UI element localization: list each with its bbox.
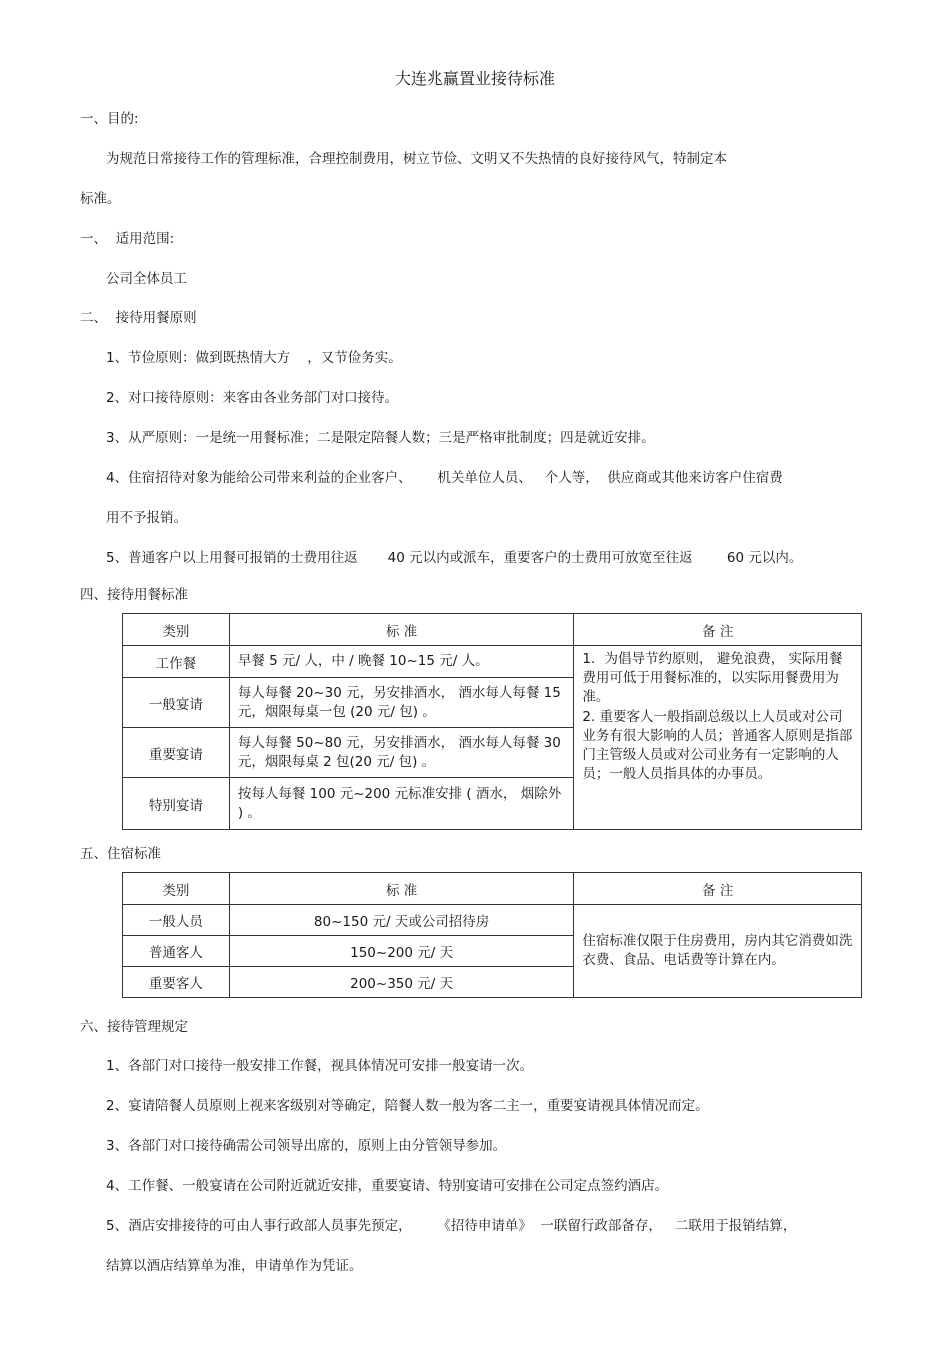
rule-item-continued: 结算以酒店结算单为准，申请单作为凭证。: [106, 1258, 363, 1274]
section-management-rules-heading: 六、接待管理规定: [80, 1019, 188, 1035]
scope-text: 公司全体员工: [106, 271, 187, 287]
lodging-standards-table: [122, 872, 862, 998]
category-cell: 工作餐: [123, 646, 230, 678]
rule-item: 1、各部门对口接待一般安排工作餐，视具体情况可安排一般宴请一次。: [106, 1058, 534, 1074]
remark-paragraph: 1．为倡导节约原则， 避免浪费， 实际用餐费用可低于用餐标准的，以实际用餐费用为准。: [582, 651, 843, 705]
table-row: [123, 646, 862, 678]
column-header-standard: 标 准: [229, 873, 574, 905]
standard-cell: 早餐 5 元/ 人，中 / 晚餐 10~15 元/ 人。: [229, 646, 574, 678]
category-cell: 普通客人: [123, 936, 230, 967]
column-header-category: 类别: [123, 873, 230, 905]
dining-standards-table: [122, 613, 862, 830]
rule-item: 4、工作餐、一般宴请在公司附近就近安排，重要宴请、特别宴请可安排在公司定点签约酒店。: [106, 1178, 669, 1194]
category-cell: 重要宴请: [123, 728, 230, 778]
rule-item: 2、宴请陪餐人员原则上视来客级别对等确定，陪餐人数一般为客二主一，重要宴请视具体情况而定。: [106, 1098, 709, 1114]
remarks-cell: [574, 646, 862, 830]
standard-cell: 80~150 元/ 天或公司招待房: [229, 905, 574, 936]
standard-cell: 按每人每餐 100 元~200 元标准安排 ( 酒水， 烟除外 ) 。: [229, 778, 574, 830]
section-dining-principles-heading: 二、 接待用餐原则: [80, 310, 197, 326]
standard-cell: 200~350 元/ 天: [229, 967, 574, 998]
category-cell: 一般人员: [123, 905, 230, 936]
remark-paragraph: 2. 重要客人一般指副总级以上人员或对公司业务有很大影响的人员；普通客人原则是指部门主管级人员或对公司业务有一定影响的人员；一般人员指具体的办事员。: [582, 709, 853, 782]
rule-item: 5、酒店安排接待的可由人事行政部人员事先预定， 《招待申请单》 一联留行政部备存， 二联用于报销结算，: [106, 1218, 797, 1234]
principle-item: 4、住宿招待对象为能给公司带来利益的企业客户、 机关单位人员、 个人等， 供应商或其他来访客户住宿费: [106, 470, 783, 486]
category-cell: 特别宴请: [123, 778, 230, 830]
purpose-text-line-1: 为规范日常接待工作的管理标准，合理控制费用，树立节俭、文明又不失热情的良好接待风气，特制定本: [106, 151, 727, 167]
document-title: 大连兆赢置业接待标准: [394, 69, 555, 88]
principle-item: 3、从严原则：一是统一用餐标准；二是限定陪餐人数；三是严格审批制度；四是就近安排。: [106, 430, 655, 446]
column-header-remarks: 备 注: [574, 614, 862, 646]
table-row: [123, 905, 862, 936]
principle-item-continued: 用不予报销。: [106, 510, 187, 526]
standard-cell: 每人每餐 50~80 元，另安排酒水， 酒水每人每餐 30 元，烟限每桌 2 包(20 元/ 包) 。: [229, 728, 574, 778]
purpose-text-line-2: 标准。: [80, 191, 121, 207]
principle-item: 1、节俭原则：做到既热情大方 ，又节俭务实。: [106, 350, 402, 366]
standard-cell: 每人每餐 20~30 元，另安排酒水， 酒水每人每餐 15 元，烟限每桌一包 (20 元/ 包) 。: [229, 678, 574, 728]
table-header-row: [123, 873, 862, 905]
section-dining-standards-heading: 四、接待用餐标准: [80, 587, 188, 603]
column-header-remarks: 备 注: [574, 873, 862, 905]
principle-item: 2、对口接待原则：来客由各业务部门对口接待。: [106, 390, 399, 406]
section-scope-heading: 一、 适用范围:: [80, 231, 175, 247]
section-purpose-heading: 一、目的:: [80, 111, 139, 127]
standard-cell: 150~200 元/ 天: [229, 936, 574, 967]
category-cell: 一般宴请: [123, 678, 230, 728]
table-header-row: [123, 614, 862, 646]
principle-item: 5、普通客户以上用餐可报销的士费用往返 40 元以内或派车，重要客户的士费用可放宽至往返 60 元以内。: [106, 550, 803, 566]
remarks-cell: 住宿标准仅限于住房费用，房内其它消费如洗衣费、食品、电话费等计算在内。: [574, 905, 862, 998]
section-lodging-heading: 五、住宿标准: [80, 846, 161, 862]
column-header-standard: 标 准: [229, 614, 574, 646]
category-cell: 重要客人: [123, 967, 230, 998]
rule-item: 3、各部门对口接待确需公司领导出席的，原则上由分管领导参加。: [106, 1138, 507, 1154]
column-header-category: 类别: [123, 614, 230, 646]
